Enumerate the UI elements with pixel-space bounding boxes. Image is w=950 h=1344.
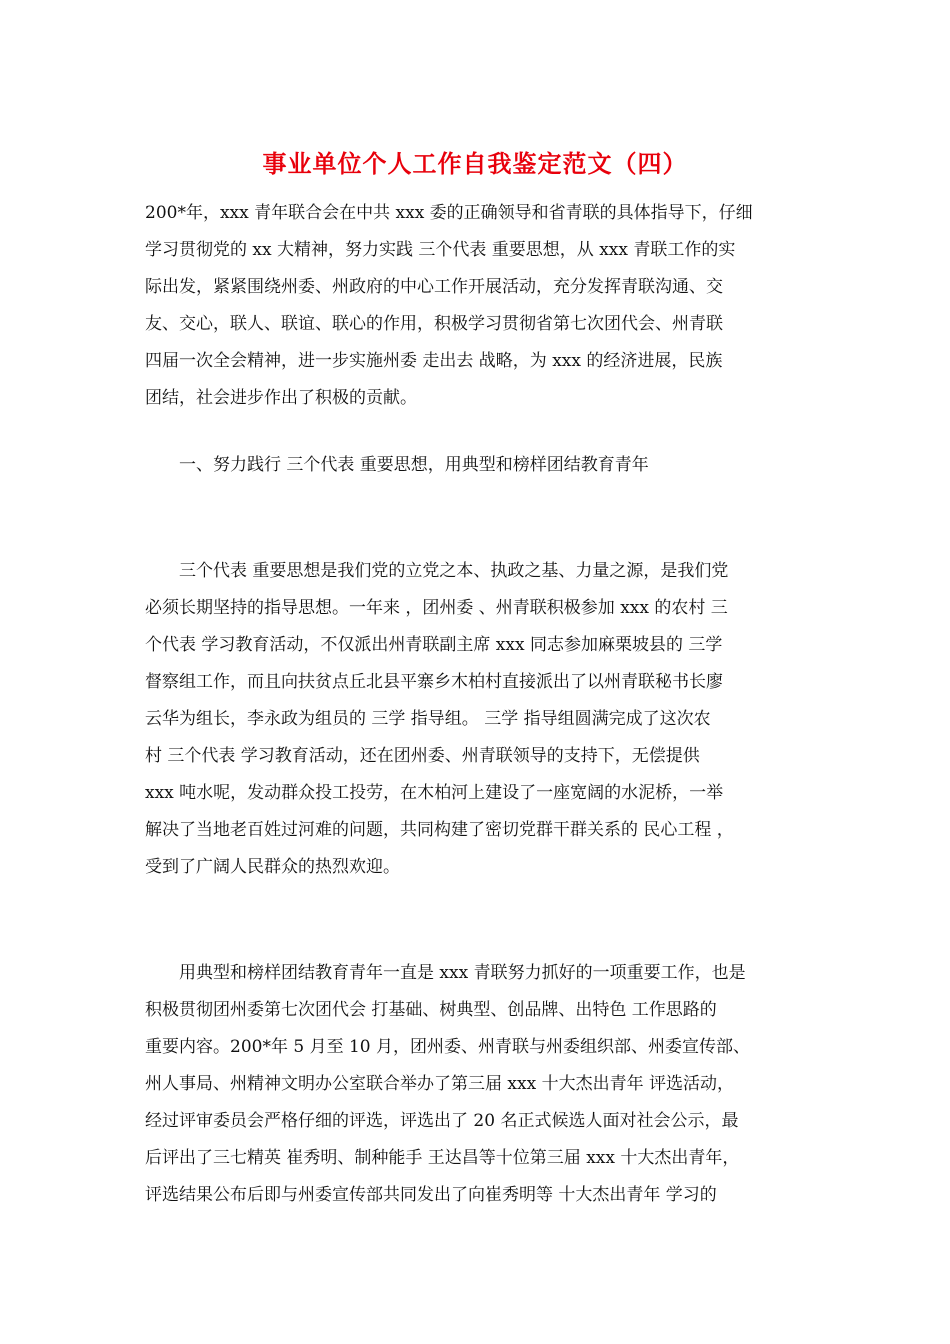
- paragraph-line: 团结，社会进步作出了积极的贡献。: [145, 388, 417, 408]
- section-heading: [145, 447, 810, 484]
- paragraph-three-represents: [145, 553, 810, 886]
- paragraph-line: 积极贯彻团州委第七次团代会 打基础、树典型、创品牌、出特色 工作思路的: [145, 1000, 717, 1020]
- paragraph-line: 评选结果公布后即与州委宣传部共同发出了向崔秀明等 十大杰出青年 学习的: [145, 1185, 717, 1205]
- paragraph-line: 云华为组长，李永政为组员的 三学 指导组。 三学 指导组圆满完成了这次农: [145, 709, 711, 729]
- paragraph-line: 督察组工作，而且向扶贫点丘北县平寨乡木柏村直接派出了以州青联秘书长廖: [145, 672, 723, 692]
- paragraph-line: 村 三个代表 学习教育活动，还在团州委、州青联领导的支持下，无偿提供: [145, 746, 700, 766]
- paragraph-line: 必须长期坚持的指导思想。一年来 ，团州委 、州青联积极参加 xxx 的农村 三: [145, 598, 728, 618]
- paragraph-line: 重要内容。200*年 5 月至 10 月，团州委、州青联与州委组织部、州委宣传部、: [145, 1037, 751, 1057]
- paragraph-line: 四届一次全会精神，进一步实施州委 走出去 战略，为 xxx 的经济进展，民族: [145, 351, 723, 371]
- paragraph-line: 后评出了三七精英 崔秀明、制种能手 王达昌等十位第三届 xxx 十大杰出青年，: [145, 1148, 740, 1168]
- paragraph-line: 州人事局、州精神文明办公室联合举办了第三届 xxx 十大杰出青年 评选活动，: [145, 1074, 734, 1094]
- paragraph-line: 解决了当地老百姓过河难的问题，共同构建了密切党群干群关系的 民心工程 ，: [145, 820, 734, 840]
- document-title: 事业单位个人工作自我鉴定范文（四）: [262, 149, 688, 178]
- paragraph-line: 个代表 学习教育活动，不仅派出州青联副主席 xxx 同志参加麻栗坡县的 三学: [145, 635, 723, 655]
- paragraph-line: xxx 吨水呢，发动群众投工投劳，在木柏河上建设了一座宽阔的水泥桥，一举: [145, 783, 724, 803]
- paragraph-line: 200*年，xxx 青年联合会在中共 xxx 委的正确领导和省青联的具体指导下，仔细: [145, 203, 753, 223]
- paragraph-intro: [145, 195, 810, 417]
- paragraph-line: 受到了广阔人民群众的热烈欢迎。: [145, 857, 400, 877]
- paragraph-line: 用典型和榜样团结教育青年一直是 xxx 青联努力抓好的一项重要工作，也是: [179, 963, 746, 983]
- paragraph-line: 际出发，紧紧围绕州委、州政府的中心工作开展活动，充分发挥青联沟通、交: [145, 277, 723, 297]
- paragraph-line: 三个代表 重要思想是我们党的立党之本、执政之基、力量之源，是我们党: [179, 561, 729, 581]
- paragraph-line: 经过评审委员会严格仔细的评选，评选出了 20 名正式候选人面对社会公示，最: [145, 1111, 739, 1131]
- paragraph-line: 友、交心，联人、联谊、联心的作用，积极学习贯彻省第七次团代会、州青联: [145, 314, 723, 334]
- paragraph-model-youth: [145, 955, 810, 1214]
- section-heading-text: 一、努力践行 三个代表 重要思想，用典型和榜样团结教育青年: [179, 455, 649, 475]
- paragraph-line: 学习贯彻党的 xx 大精神，努力实践 三个代表 重要思想，从 xxx 青联工作的实: [145, 240, 736, 260]
